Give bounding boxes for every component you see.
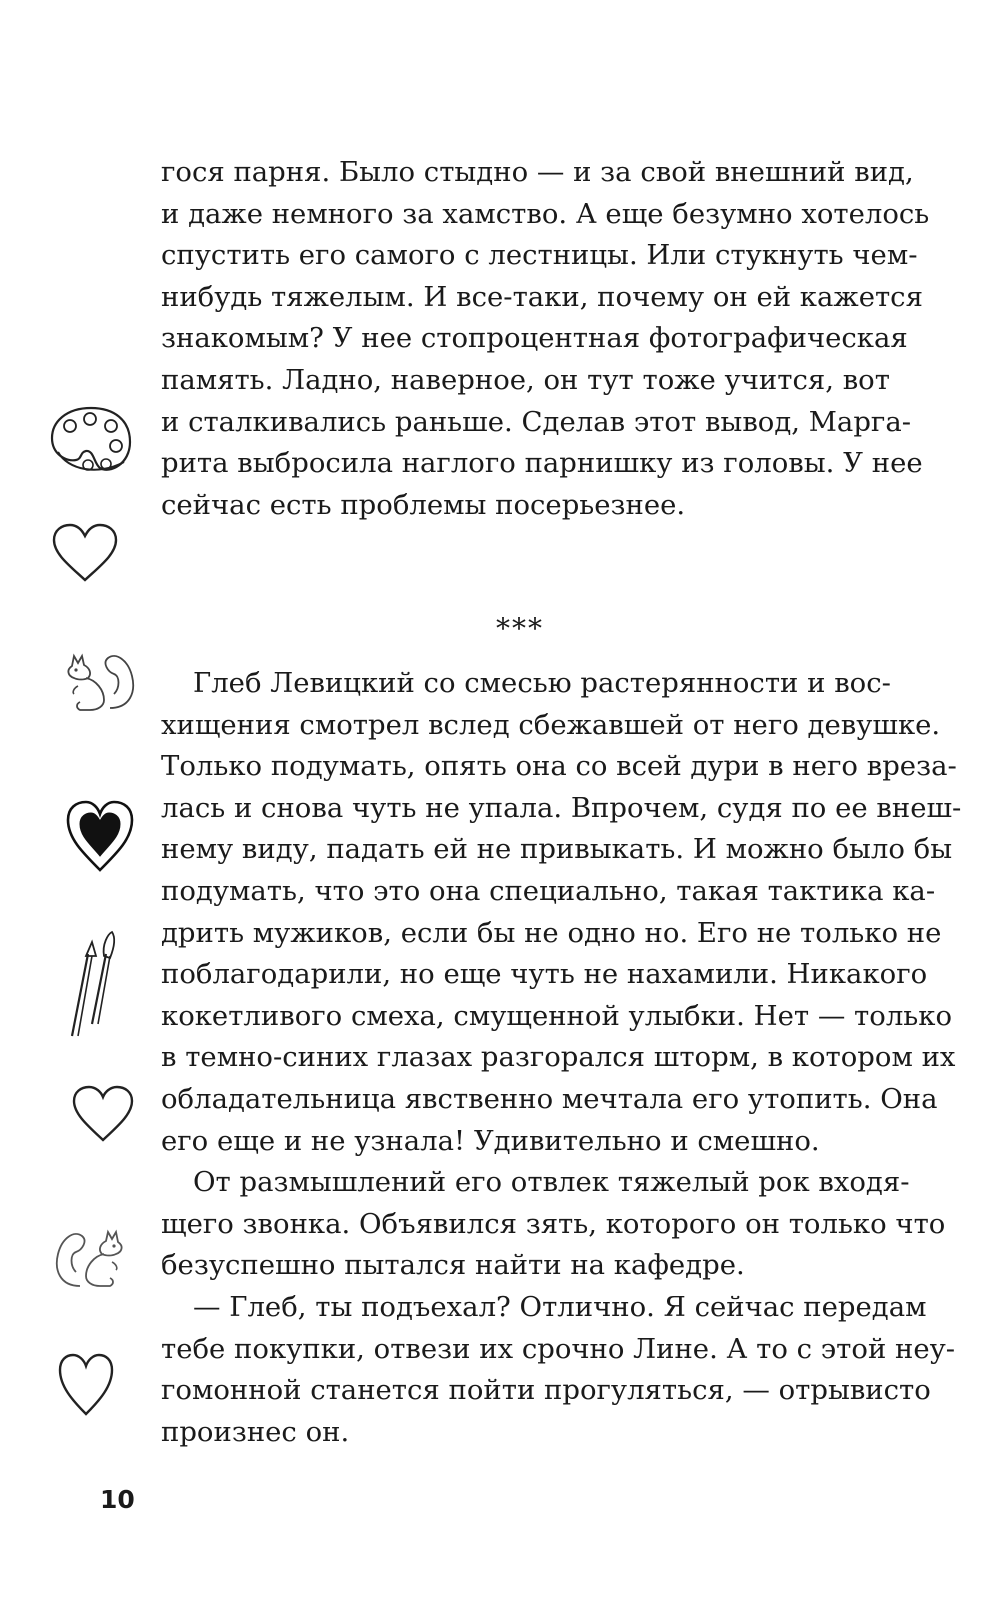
text-line: хищения смотрел вслед сбежавшей от него девушке. <box>161 708 941 741</box>
text-line: щего звонка. Объявился зять, которого он только что <box>161 1207 946 1240</box>
heart-outline-icon <box>50 522 120 584</box>
text-line: гося парня. Было стыдно — и за свой внешний вид, <box>161 156 914 188</box>
text-block-1 <box>161 152 930 526</box>
text-line: нибудь тяжелым. И все-таки, почему он ей кажется <box>161 280 923 313</box>
heart-outline-icon <box>56 1352 116 1418</box>
squirrel-icon <box>50 1222 134 1292</box>
heart-outline-icon <box>70 1084 136 1144</box>
text-line: поблагодарили, но еще чуть не нахамили. Никакого <box>161 958 928 991</box>
palette-icon <box>48 404 134 476</box>
paintbrushes-icon <box>62 928 122 1040</box>
squirrel-icon <box>58 646 140 714</box>
text-line: тебе покупки, отвези их срочно Лине. А то с этой неу- <box>161 1332 956 1365</box>
text-line: произнес он. <box>161 1415 350 1448</box>
text-line: спустить его самого с лестницы. Или стукнуть чем- <box>161 239 918 272</box>
text-line: нему виду, падать ей не привыкать. И можно было бы <box>161 833 953 866</box>
text-line: лась и снова чуть не упала. Впрочем, судя по ее внеш- <box>161 791 962 824</box>
text-line: подумать, что это она специально, такая тактика ка- <box>161 874 936 907</box>
text-line: и сталкивались раньше. Сделав этот вывод, Марга- <box>161 405 912 438</box>
text-line: — Глеб, ты подъехал? Отлично. Я сейчас передам <box>193 1290 927 1323</box>
text-line: гомонной станется пойти прогуляться, — отрывисто <box>161 1374 931 1407</box>
text-line: безуспешно пытался найти на кафедре. <box>161 1249 745 1282</box>
text-line: Только подумать, опять она со всей дури в него вреза- <box>161 750 957 783</box>
page-number: 10 <box>100 1485 135 1514</box>
text-line: в темно-синих глазах разгорался шторм, в котором их <box>161 1041 956 1074</box>
text-line: рита выбросила наглого парнишку из головы. У нее <box>161 447 923 480</box>
text-line: От размышлений его отвлек тяжелый рок входя- <box>193 1166 910 1199</box>
text-line: кокетливого смеха, смущенной улыбки. Нет — только <box>161 999 953 1032</box>
text-line: дрить мужиков, если бы не одно но. Его не только не <box>161 916 942 949</box>
text-line: сейчас есть проблемы посерьезнее. <box>161 488 686 521</box>
text-line: его еще и не узнала! Удивительно и смешно. <box>161 1124 820 1157</box>
text-block-2 <box>161 663 962 1453</box>
text-line: Глеб Левицкий со смесью растерянности и вос- <box>193 667 891 699</box>
text-line: память. Ладно, наверное, он тут тоже учится, вот <box>161 363 890 396</box>
text-line: и даже немного за хамство. А еще безумно хотелось <box>161 197 930 230</box>
section-separator: *** <box>496 612 544 645</box>
text-line: обладательница явственно мечтала его утопить. Она <box>161 1082 938 1115</box>
heart-filled-icon <box>64 798 136 874</box>
text-line: знакомым? У нее стопроцентная фотографическая <box>161 322 908 355</box>
